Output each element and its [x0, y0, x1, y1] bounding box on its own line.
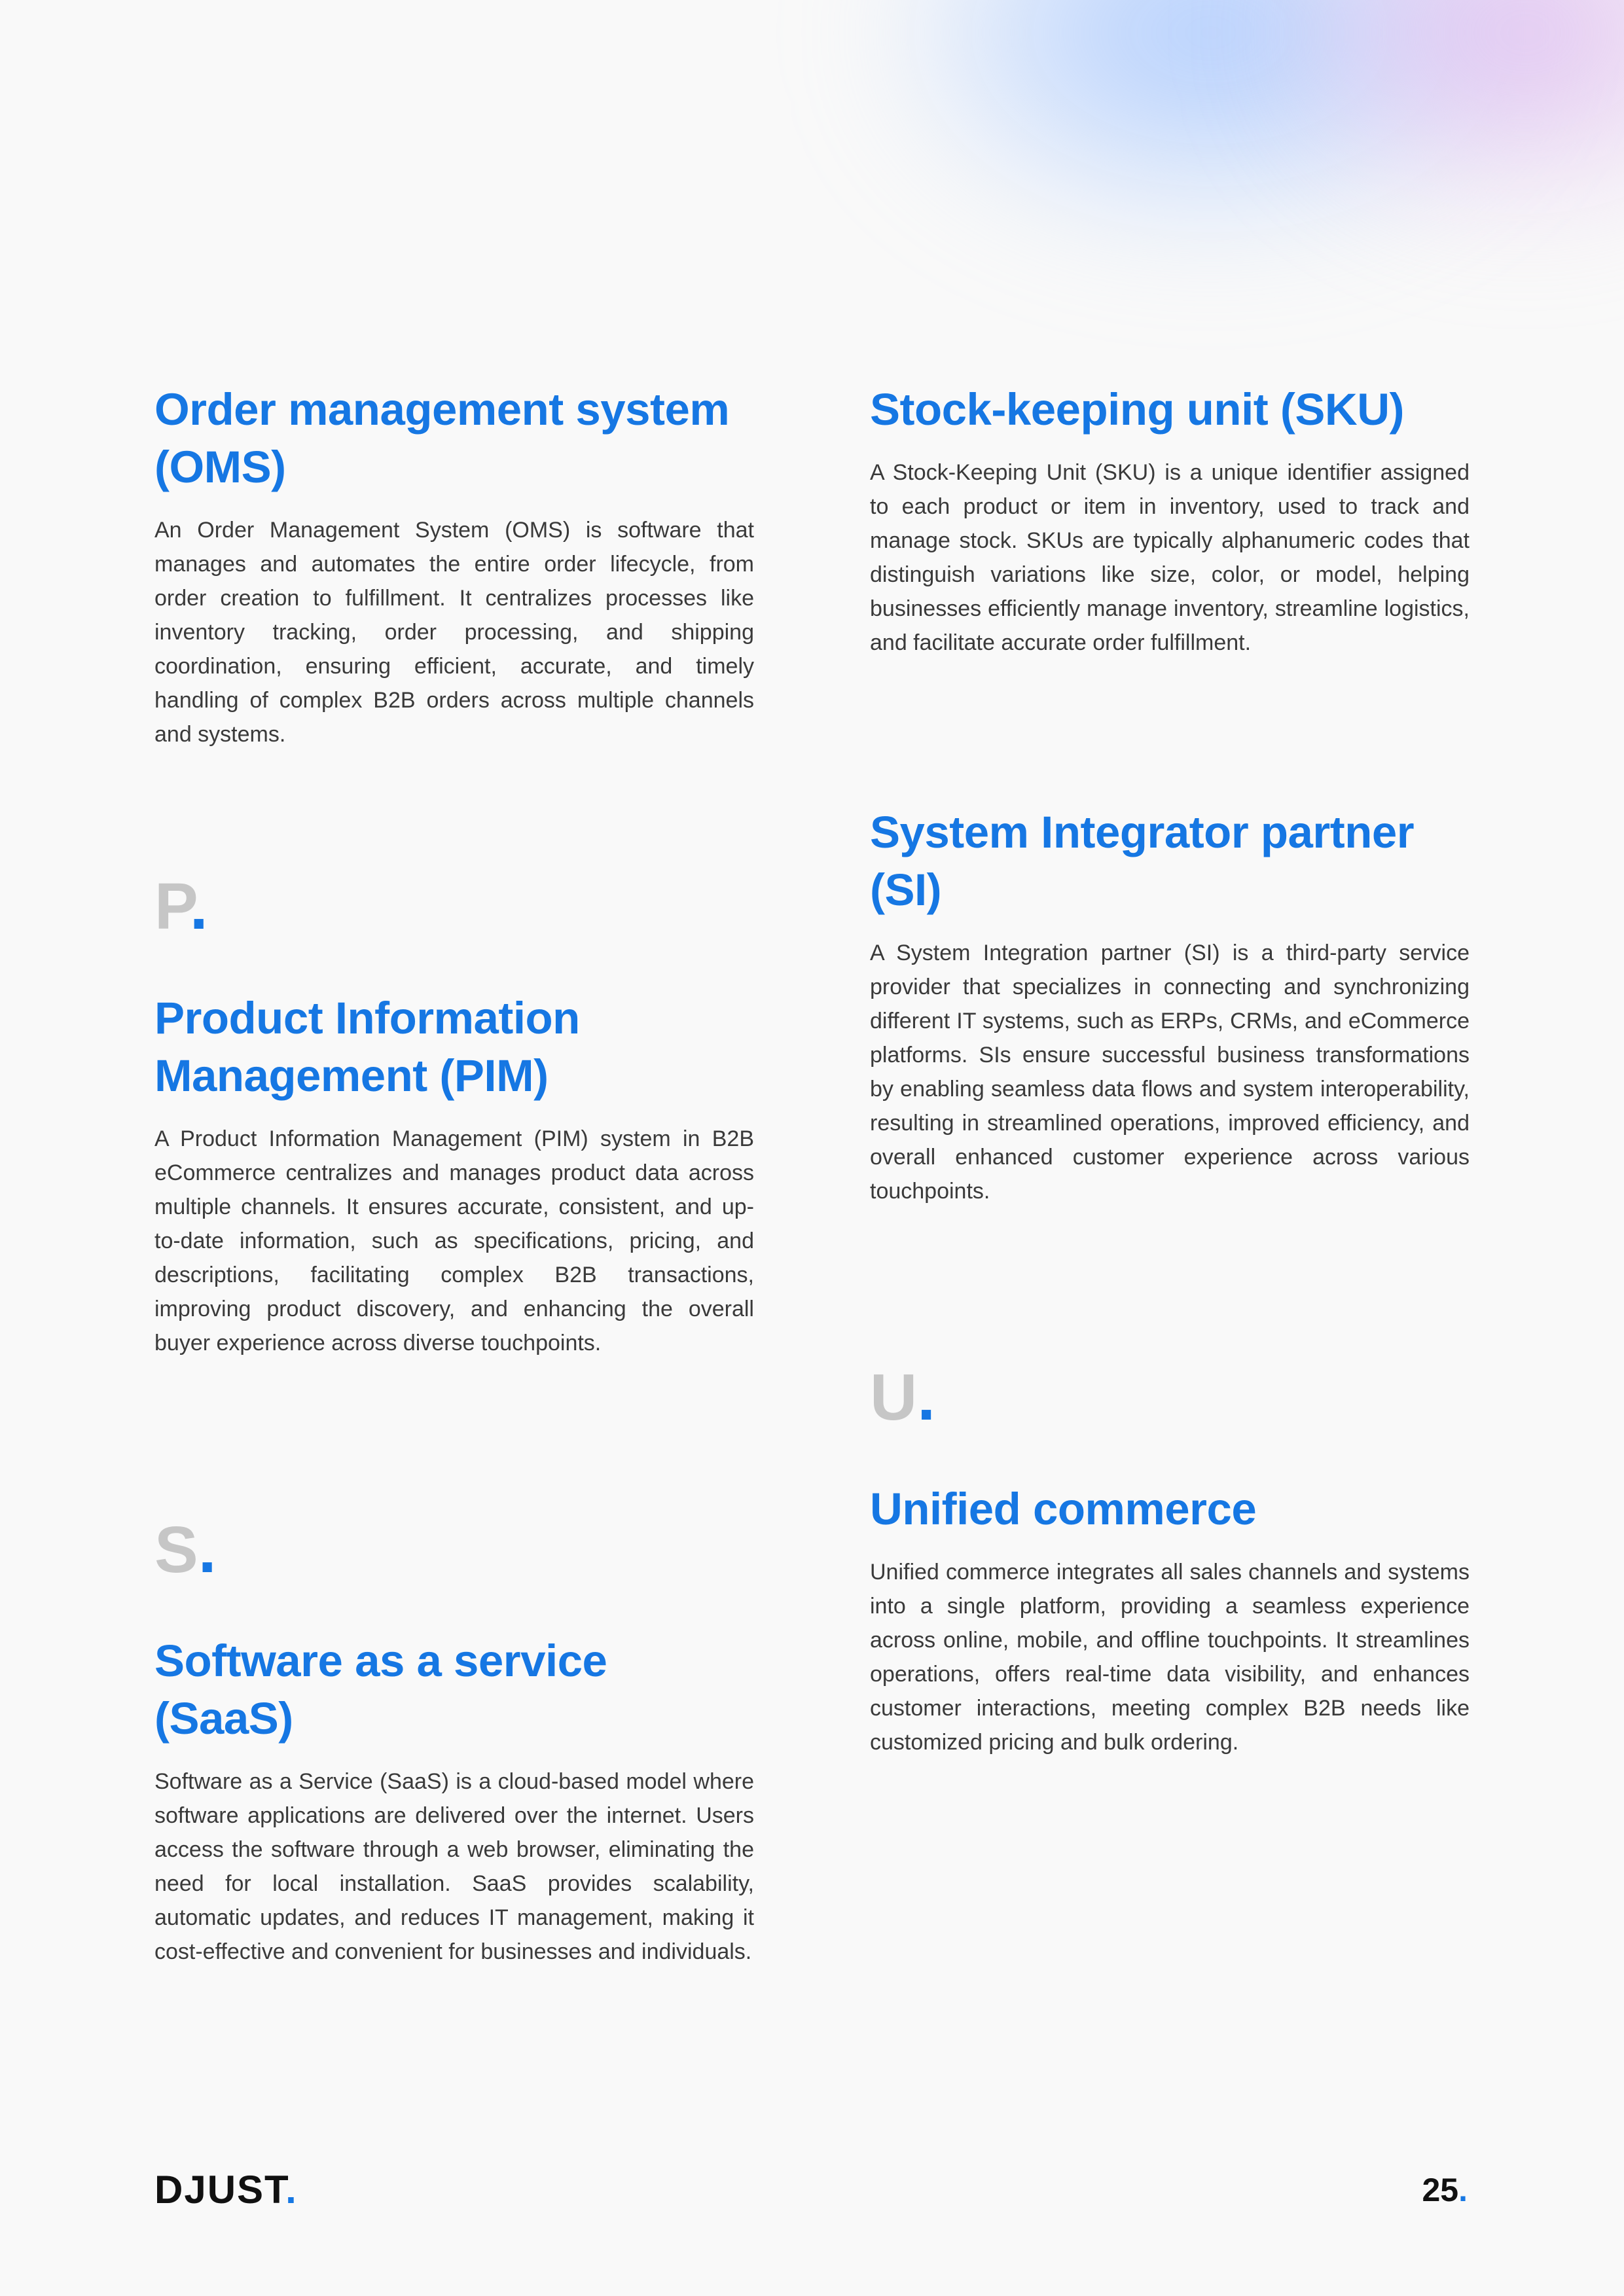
glossary-entry-oms	[154, 381, 754, 751]
glossary-entry-pim	[154, 990, 754, 1360]
glossary-entry-unified-commerce	[870, 1480, 1470, 1759]
glossary-entry-saas	[154, 1632, 754, 1969]
section-letter-u: U.	[870, 1361, 936, 1434]
page-number: 25.	[1422, 2172, 1468, 2208]
term-description: Software as a Service (SaaS) is a cloud-based model where software applications are delivered over the internet. Users access the software through a web browser, eliminating the need for local installation. SaaS provides scalability, automatic updates, and reduces IT management, making it cost-effective and convenient for businesses and individuals.	[154, 1769, 754, 1964]
glossary-entry-si	[870, 804, 1470, 1208]
term-heading: Stock-keeping unit (SKU)	[870, 384, 1405, 435]
decorative-gradient-blue	[884, 0, 1538, 236]
decorative-gradient-violet	[1276, 0, 1624, 216]
term-heading: Unified commerce	[870, 1484, 1257, 1534]
section-letter-s: S.	[154, 1513, 217, 1587]
brand-logo: DJUST.	[154, 2168, 298, 2212]
term-description: A Stock-Keeping Unit (SKU) is a unique identifier assigned to each product or item in inventory, used to track and manage stock. SKUs are typically alphanumeric codes that distinguish variations like size, color, or model, helping businesses efficiently manage inventory, streamline logistics, and facilitate accurate order fulfillment.	[870, 460, 1470, 655]
term-heading: Software as a service (SaaS)	[154, 1636, 607, 1744]
term-description: A System Integration partner (SI) is a third-party service provider that specializes in connecting and synchronizing different IT systems, such as ERPs, CRMs, and eCommerce platforms. SIs ensure successful business transformations by enabling seamless data flows and system interoperability, resulting in streamlined operations, improved efficiency, and overall enhanced customer experience across various touchpoints.	[870, 941, 1470, 1204]
term-description: Unified commerce integrates all sales channels and systems into a single platform, providing a seamless experience across online, mobile, and offline touchpoints. It streamlines operations, offers real-time data visibility, and enhances customer interactions, meeting complex B2B needs like customized pricing and bulk ordering.	[870, 1560, 1470, 1755]
glossary-entry-sku	[870, 381, 1470, 660]
term-description: An Order Management System (OMS) is software that manages and automates the entire order lifecycle, from order creation to fulfillment. It centralizes processes like inventory tracking, order processing, and shipping coordination, ensuring efficient, accurate, and timely handling of complex B2B orders across multiple channels and systems.	[154, 518, 754, 747]
section-letter-p: P.	[154, 870, 208, 943]
term-heading: Order management system (OMS)	[154, 384, 730, 492]
term-heading: Product Information Management (PIM)	[154, 993, 580, 1101]
term-heading: System Integrator partner (SI)	[870, 807, 1415, 915]
term-description: A Product Information Management (PIM) system in B2B eCommerce centralizes and manages product data across multiple channels. It ensures accurate, consistent, and up-to-date information, such as specifications, pricing, and descriptions, facilitating complex B2B transactions, improving product discovery, and enhancing the overall buyer experience across diverse touchpoints.	[154, 1126, 754, 1355]
